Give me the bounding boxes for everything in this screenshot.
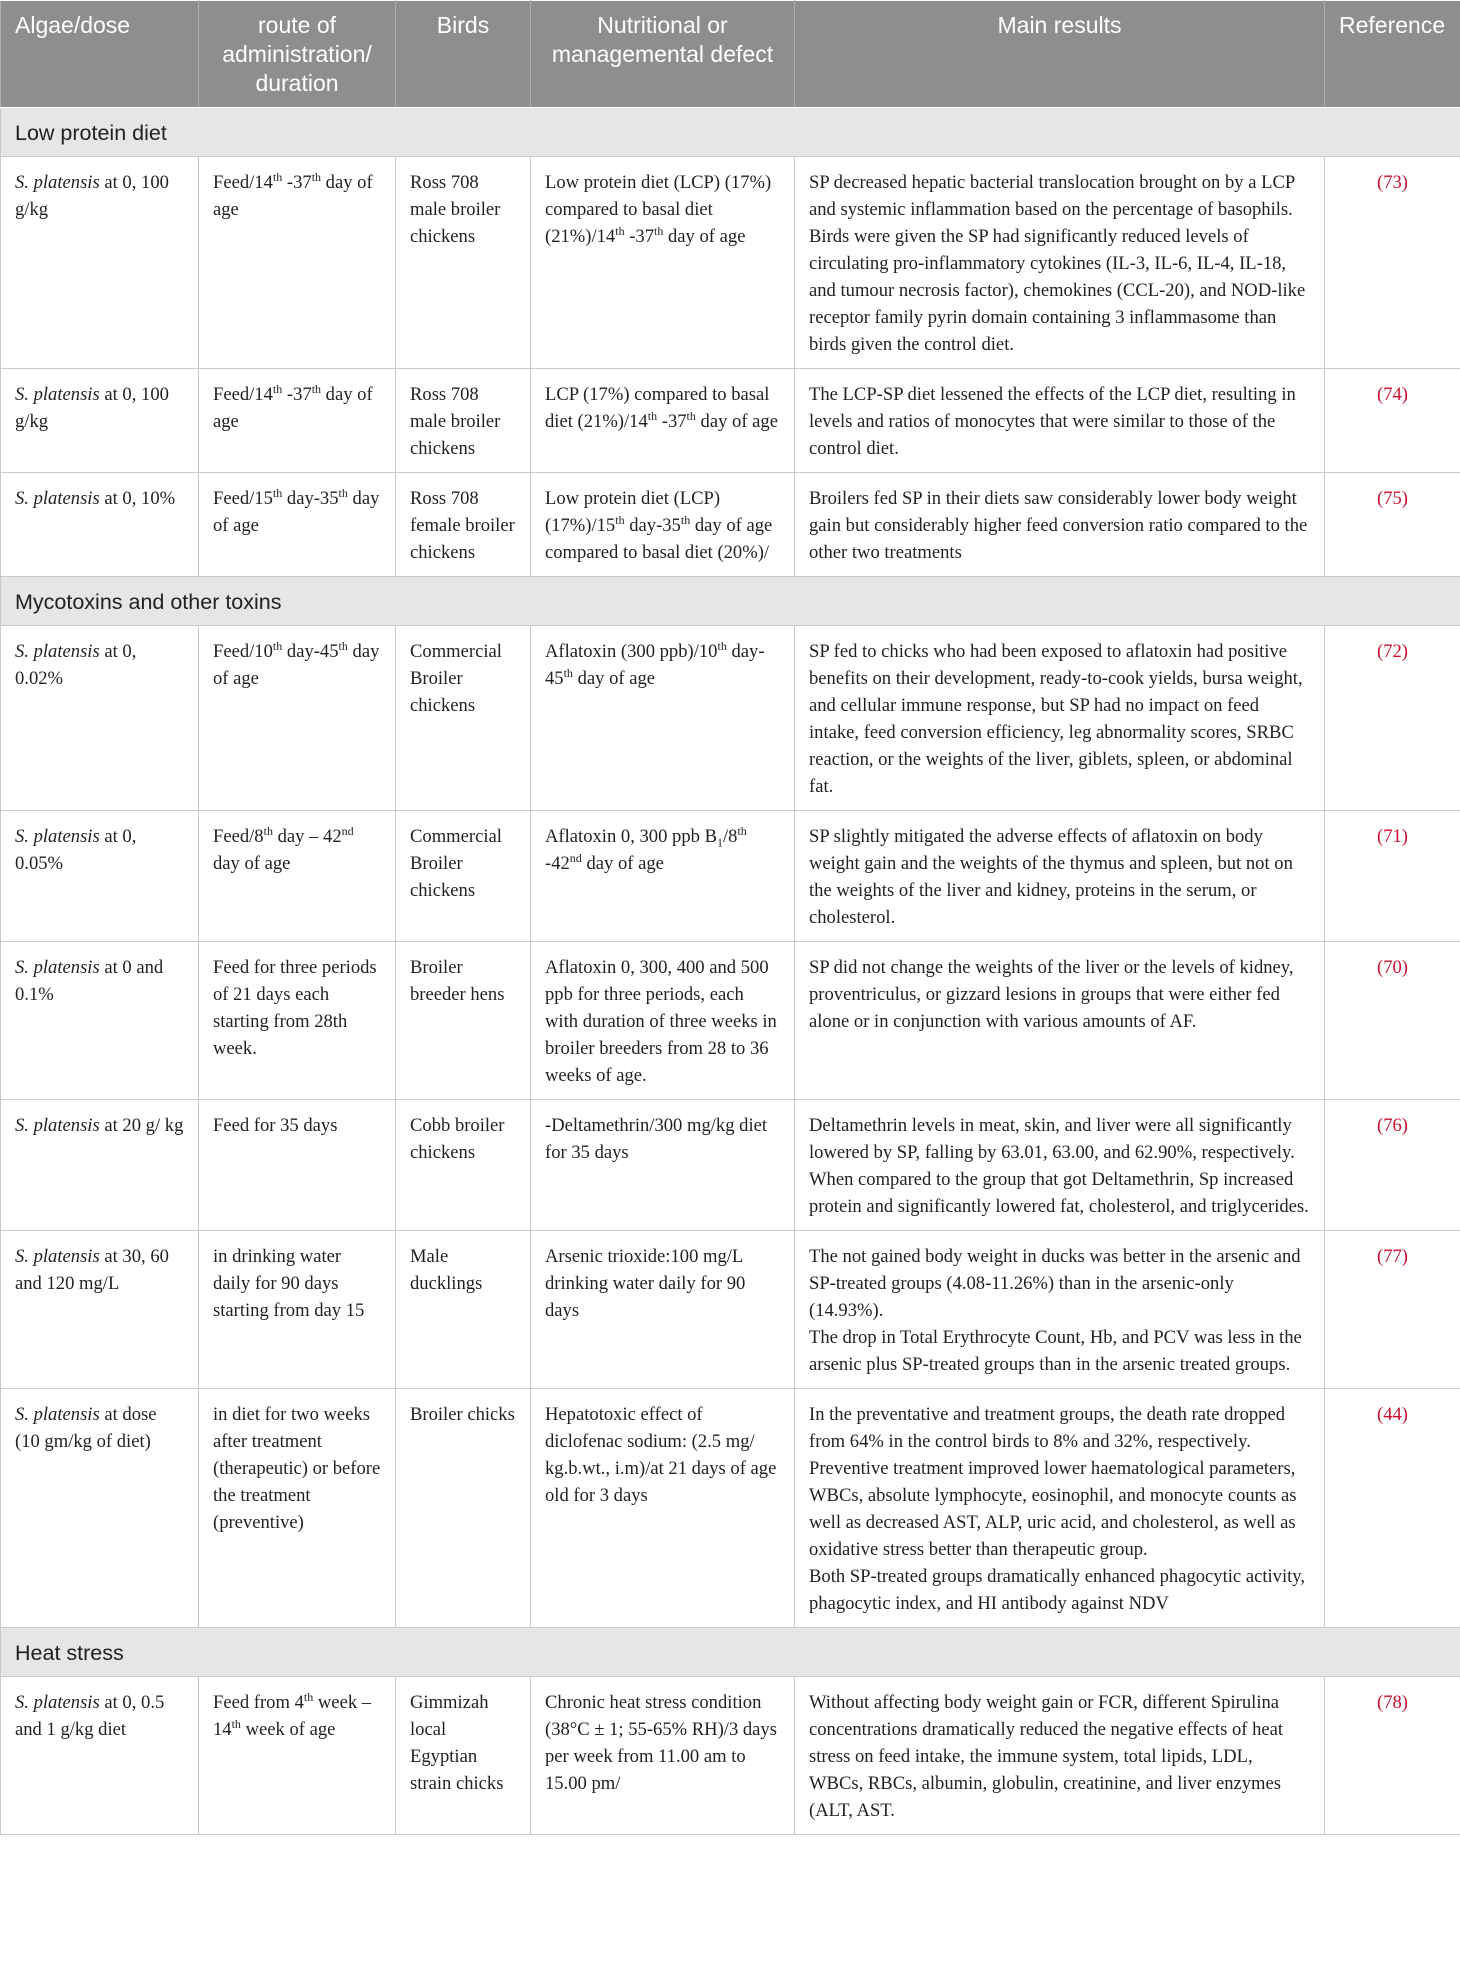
section-header-row [1, 577, 1460, 626]
cell-algae-dose [1, 157, 199, 369]
cell-defect-segment: nd [569, 850, 582, 865]
species-name: S. platensis [15, 957, 100, 978]
result-paragraph: The LCP-SP diet lessened the effects of the LCP diet, resulting in levels and ratios of monocytes that were similar to those of the control diet. [809, 384, 1296, 459]
cell-reference [1325, 369, 1460, 473]
cell-route-segment: Feed from 4 [213, 1692, 304, 1713]
cell-main-results [795, 811, 1325, 942]
cell-birds: Male ducklings [396, 1231, 531, 1389]
cell-route-segment: week – 14 [213, 1692, 372, 1740]
cell-route-segment: th [272, 169, 283, 184]
cell-defect-segment: th [717, 638, 727, 653]
col-header-reference: Reference [1325, 1, 1460, 108]
col-header-main-results: Main results [795, 1, 1325, 108]
cell-defect-segment: th [647, 408, 658, 423]
table-row [1, 811, 1460, 942]
table-row [1, 1677, 1460, 1835]
cell-defect-segment: -37 [657, 411, 687, 432]
cell-route-segment: Feed/14 [213, 172, 273, 193]
species-name: S. platensis [15, 1115, 100, 1136]
cell-defect-segment: day of age [695, 411, 778, 432]
table-row [1, 1389, 1460, 1628]
species-name: S. platensis [15, 488, 100, 509]
cell-defect-segment: th [615, 223, 625, 238]
cell-birds: Broiler chicks [396, 1389, 531, 1628]
col-header-route: route of administration/ duration [199, 1, 396, 108]
cell-birds: Ross 708 male broiler chickens [396, 157, 531, 369]
dose-text: at dose (10 gm/kg of diet) [15, 1404, 157, 1452]
cell-defect-segment: day of age [581, 853, 664, 874]
cell-route [199, 811, 396, 942]
cell-defect-segment: -Deltamethrin/300 mg/kg diet for 35 days [545, 1115, 768, 1163]
cell-reference [1325, 1100, 1460, 1231]
cell-algae-dose [1, 1231, 199, 1389]
cell-reference [1325, 1389, 1460, 1628]
cell-defect-segment: Aflatoxin (300 ppb)/10 [545, 641, 718, 662]
cell-birds: Ross 708 male broiler chickens [396, 369, 531, 473]
cell-route-segment: day of age [213, 172, 373, 220]
table-row [1, 473, 1460, 577]
cell-defect-segment: th [680, 512, 691, 527]
cell-defect-segment: day of age [663, 226, 746, 247]
cell-route-segment: th [311, 169, 322, 184]
result-paragraph: SP decreased hepatic bacterial translocation brought on by a LCP and systemic inflammation based on the percentage of basophils. Birds were given the SP had significantly reduced levels of circulating pro-inflammatory cytokines (IL-3, IL-6, IL-4, IL-18, and tumour necrosis factor), chemokines (CCL-20), and NOD-like receptor family pyrin domain containing 3 inflammasome than birds given the control diet. [809, 172, 1306, 355]
cell-route-segment: Feed for three periods of 21 days each starting from 28th week. [213, 957, 377, 1059]
cell-route-segment: day of age [213, 384, 373, 432]
section-title: Heat stress [1, 1628, 1460, 1677]
result-paragraph: Preventive treatment improved lower haematological parameters, WBCs, absolute lymphocyte, eosinophil, and monocyte counts as well as decreased AST, ALP, uric acid, and cholesterol, as well as oxidative stress better than therapeutic group. [809, 1458, 1297, 1560]
cell-route-segment: day of age [213, 641, 380, 689]
cell-defect-segment: th [654, 223, 664, 238]
cell-route-segment: day – 42 [272, 826, 342, 847]
cell-reference [1325, 473, 1460, 577]
cell-defect-segment: 1 [716, 835, 723, 850]
reference-link[interactable]: (75) [1377, 488, 1408, 509]
cell-defect-segment: -37 [624, 226, 655, 247]
cell-defect [531, 473, 795, 577]
reference-link[interactable]: (78) [1377, 1692, 1408, 1713]
cell-defect-segment: day of age [572, 668, 656, 689]
cell-reference [1325, 157, 1460, 369]
cell-route-segment: day of age [213, 488, 380, 536]
cell-route-segment: Feed/15 [213, 488, 273, 509]
dose-text: at 0, 0.5 and 1 g/kg diet [15, 1692, 165, 1740]
reference-link[interactable]: (77) [1377, 1246, 1408, 1267]
table-row [1, 369, 1460, 473]
cell-algae-dose [1, 942, 199, 1100]
section-header-row [1, 1628, 1460, 1677]
cell-algae-dose [1, 1677, 199, 1835]
cell-route-segment: th [272, 381, 283, 396]
cell-birds: Ross 708 female broiler chickens [396, 473, 531, 577]
cell-route [199, 626, 396, 811]
cell-main-results [795, 626, 1325, 811]
result-paragraph: SP slightly mitigated the adverse effects of aflatoxin on body weight gain and the weights of the thymus and spleen, but not on the weights of the liver and kidney, proteins in the serum, or cholesterol. [809, 826, 1293, 928]
section-header-row [1, 108, 1460, 157]
cell-main-results [795, 1231, 1325, 1389]
cell-algae-dose [1, 369, 199, 473]
cell-route [199, 157, 396, 369]
cell-reference [1325, 942, 1460, 1100]
cell-defect [531, 157, 795, 369]
dose-text: at 0, 10% [99, 488, 176, 509]
cell-route-segment: Feed/14 [213, 384, 273, 405]
dose-text: at 0, 0.02% [15, 641, 137, 689]
cell-main-results [795, 157, 1325, 369]
cell-route-segment: th [272, 485, 283, 500]
cell-defect-segment: Arsenic trioxide:100 mg/L drinking water daily for 90 days [545, 1246, 746, 1321]
cell-defect-segment: Aflatoxin 0, 300 ppb B [545, 826, 717, 847]
reference-link[interactable]: (44) [1377, 1404, 1408, 1425]
cell-defect-segment: th [563, 665, 573, 680]
cell-route-segment: day-35 [282, 488, 339, 509]
cell-route-segment: th [311, 381, 322, 396]
cell-main-results [795, 1677, 1325, 1835]
dose-text: at 20 g/ kg [99, 1115, 184, 1136]
cell-main-results [795, 1100, 1325, 1231]
cell-defect-segment: th [737, 823, 747, 838]
cell-defect-segment: /8 [722, 826, 738, 847]
table-header [1, 1, 1460, 108]
dose-text: at 30, 60 and 120 mg/L [15, 1246, 169, 1294]
reference-link[interactable]: (72) [1377, 641, 1408, 662]
col-header-birds: Birds [396, 1, 531, 108]
cell-main-results [795, 942, 1325, 1100]
col-header-algae-dose: Algae/dose [1, 1, 199, 108]
cell-defect-segment: Hepatotoxic effect of diclofenac sodium: (2.5 mg/ kg.b.wt., i.m)/at 21 days of age old for 3 days [545, 1404, 777, 1506]
cell-defect-segment: th [686, 408, 696, 423]
cell-reference [1325, 1677, 1460, 1835]
cell-defect [531, 1389, 795, 1628]
species-name: S. platensis [15, 384, 100, 405]
result-paragraph: In the preventative and treatment groups, the death rate dropped from 64% in the control birds to 8% and 32%, respectively. [809, 1404, 1286, 1452]
table-row [1, 1231, 1460, 1389]
cell-route [199, 1100, 396, 1231]
cell-route [199, 942, 396, 1100]
result-paragraph: Without affecting body weight gain or FCR, different Spirulina concentrations dramatically reduced the negative effects of heat stress on feed intake, the immune system, total lipids, LDL, WBCs, RBCs, albumin, globulin, creatinine, and liver enzymes (ALT, AST. [809, 1692, 1284, 1821]
cell-route [199, 1677, 396, 1835]
species-name: S. platensis [15, 1246, 100, 1267]
cell-algae-dose [1, 811, 199, 942]
cell-defect [531, 1677, 795, 1835]
dose-text: at 0 and 0.1% [15, 957, 164, 1005]
cell-route-segment: day of age [213, 853, 291, 874]
table-row [1, 626, 1460, 811]
cell-route-segment: -37 [282, 384, 312, 405]
cell-defect-segment: day-35 [624, 515, 681, 536]
section-title: Low protein diet [1, 108, 1460, 157]
cell-route-segment: day-45 [282, 641, 339, 662]
reference-link[interactable]: (73) [1377, 172, 1408, 193]
dose-text: at 0, 100 g/kg [15, 172, 169, 220]
cell-route-segment: in diet for two weeks after treatment (therapeutic) or before the treatment (preventive) [213, 1404, 381, 1533]
cell-route-segment: Feed/8 [213, 826, 264, 847]
cell-route-segment: th [231, 1716, 241, 1731]
species-name: S. platensis [15, 172, 100, 193]
cell-defect-segment: LCP (17%) compared to basal diet (21%)/14 [545, 384, 770, 432]
cell-defect [531, 811, 795, 942]
cell-route-segment: week of age [240, 1719, 336, 1740]
cell-route-segment: th [338, 485, 348, 500]
cell-route-segment: in drinking water daily for 90 days starting from day 15 [213, 1246, 365, 1321]
species-name: S. platensis [15, 1404, 100, 1425]
cell-defect [531, 626, 795, 811]
result-paragraph: The drop in Total Erythrocyte Count, Hb, and PCV was less in the arsenic plus SP-treated groups than in the arsenic treated groups. [809, 1327, 1302, 1375]
table-row [1, 942, 1460, 1100]
cell-defect [531, 369, 795, 473]
cell-defect [531, 1231, 795, 1389]
cell-birds: Cobb broiler chickens [396, 1100, 531, 1231]
cell-birds: Commercial Broiler chickens [396, 626, 531, 811]
result-paragraph: The not gained body weight in ducks was better in the arsenic and SP-treated groups (4.08-11.26%) than in the arsenic-only (14.93%). [809, 1246, 1301, 1321]
cell-reference [1325, 626, 1460, 811]
result-paragraph: Deltamethrin levels in meat, skin, and liver were all significantly lowered by SP, falling by 63.01, 63.00, and 62.90%, respectively. When compared to the group that got Deltamethrin, Sp increased protein and significantly lowered fat, cholesterol, and triglycerides. [809, 1115, 1309, 1217]
cell-route-segment: -37 [282, 172, 312, 193]
table-row [1, 157, 1460, 369]
table-body [1, 108, 1460, 1835]
cell-defect-segment: Low protein diet (LCP) (17%) compared to basal diet (21%)/14 [545, 172, 772, 247]
cell-main-results [795, 473, 1325, 577]
reference-link[interactable]: (76) [1377, 1115, 1408, 1136]
cell-main-results [795, 369, 1325, 473]
result-paragraph: Broilers fed SP in their diets saw considerably lower body weight gain but considerably higher feed conversion ratio compared to the other two treatments [809, 488, 1308, 563]
result-paragraph: SP fed to chicks who had been exposed to aflatoxin had positive benefits on their development, ready-to-cook yields, bursa weight, and cellular immune response, but SP had no impact on feed intake, feed conversion efficiency, leg abnormality scores, SRBC reaction, or the weights of the liver, giblets, spleen, or abdominal fat. [809, 641, 1303, 797]
cell-algae-dose [1, 626, 199, 811]
cell-defect-segment: Chronic heat stress condition (38°C ± 1; 55-65% RH)/3 days per week from 11.00 am to 15.00 pm/ [545, 1692, 777, 1794]
cell-main-results [795, 1389, 1325, 1628]
cell-defect-segment: day-45 [545, 641, 765, 689]
cell-algae-dose [1, 1389, 199, 1628]
cell-reference [1325, 1231, 1460, 1389]
cell-route-segment: th [272, 638, 283, 653]
cell-reference [1325, 811, 1460, 942]
reference-link[interactable]: (71) [1377, 826, 1408, 847]
cell-birds: Commercial Broiler chickens [396, 811, 531, 942]
cell-birds: Broiler breeder hens [396, 942, 531, 1100]
cell-defect-segment: th [615, 512, 625, 527]
reference-link[interactable]: (74) [1377, 384, 1408, 405]
cell-defect-segment: -42 [545, 853, 570, 874]
col-header-defect: Nutritional or managemental defect [531, 1, 795, 108]
cell-defect [531, 942, 795, 1100]
dose-text: at 0, 0.05% [15, 826, 137, 874]
species-name: S. platensis [15, 826, 100, 847]
cell-algae-dose [1, 1100, 199, 1231]
result-paragraph: SP did not change the weights of the liver or the levels of kidney, proventriculus, or gizzard lesions in groups that were either fed alone or in conjunction with various amounts of AF. [809, 957, 1294, 1032]
cell-algae-dose [1, 473, 199, 577]
cell-route-segment: Feed for 35 days [213, 1115, 338, 1136]
header-row [1, 1, 1460, 108]
cell-route [199, 1389, 396, 1628]
species-name: S. platensis [15, 1692, 100, 1713]
cell-defect-segment: day of age compared to basal diet (20%)/ [545, 515, 773, 563]
reference-link[interactable]: (70) [1377, 957, 1408, 978]
cell-defect-segment: Aflatoxin 0, 300, 400 and 500 ppb for three periods, each with duration of three weeks in broiler breeders from 28 to 36 weeks of age. [545, 957, 777, 1086]
section-title: Mycotoxins and other toxins [1, 577, 1460, 626]
cell-defect [531, 1100, 795, 1231]
cell-defect-segment: Low protein diet (LCP) (17%)/15 [545, 488, 721, 536]
cell-route-segment: th [338, 638, 348, 653]
dose-text: at 0, 100 g/kg [15, 384, 169, 432]
cell-route-segment: nd [341, 823, 354, 838]
result-paragraph: Both SP-treated groups dramatically enhanced phagocytic activity, phagocytic index, and HI antibody against NDV [809, 1566, 1306, 1614]
cell-route-segment: th [303, 1689, 314, 1704]
species-name: S. platensis [15, 641, 100, 662]
cell-route [199, 1231, 396, 1389]
cell-route-segment: Feed/10 [213, 641, 273, 662]
cell-route-segment: th [263, 823, 273, 838]
cell-birds: Gimmizah local Egyptian strain chicks [396, 1677, 531, 1835]
cell-route [199, 473, 396, 577]
cell-route [199, 369, 396, 473]
table-row [1, 1100, 1460, 1231]
